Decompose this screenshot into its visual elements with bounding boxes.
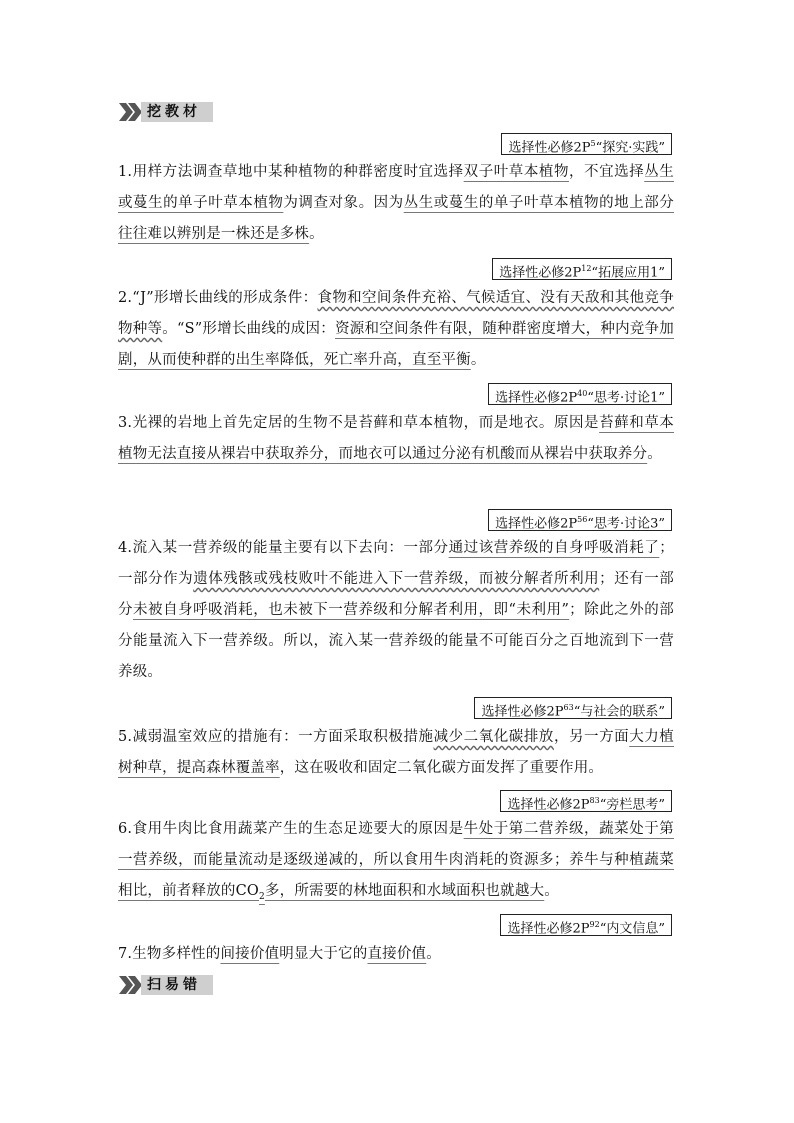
list-item-2: 2.“J”形增长曲线的形成条件：食物和空间条件充裕、气候适宜、没有天敌和其他竞争物种等。“S”形增长曲线的成因：资源和空间条件有限，随种群密度增大，种内竞争加剧，从而使种群的出生率降低，死亡率升高，直至平衡。 bbox=[118, 290, 674, 368]
section-label: 扫易错 bbox=[141, 975, 213, 995]
textbook-reference-4: 选择性必修$2P^{56}“$思考·讨论3” bbox=[488, 509, 672, 531]
list-item-5: 5.减弱温室效应的措施有：一方面采取积极措施减少二氧化碳排放，另一方面大力植树种草，提高森林覆盖率，这在吸收和固定二氧化碳方面发挥了重要作用。 bbox=[118, 729, 675, 776]
textbook-reference-5: 选择性必修$2P^{63}“$与社会的联系” bbox=[474, 697, 672, 719]
textbook-reference-1: 选择性必修$2P^5“$探究·实践” bbox=[501, 133, 672, 155]
section-label: 挖教材 bbox=[141, 102, 213, 122]
textbook-reference-2: 选择性必修$2P^{12}“$拓展应用1” bbox=[492, 258, 672, 280]
list-item-4: 4.流入某一营养级的能量主要有以下去向：一部分通过该营养级的自身呼吸消耗了；一部分作为遗体残骸或残枝败叶不能进入下一营养级，而被分解者所利用；还有一部分未被自身呼吸消耗，也未被下一营养级和分解者利用，即“未利用”；除此之外的部分能量流入下一营养级。所以，流入某一营养级的能量不可能百分之百地流到下一营养级。 bbox=[118, 540, 674, 680]
textbook-reference-7: 选择性必修$2P^{92}“$内文信息” bbox=[500, 914, 672, 936]
list-item-3: 3.光裸的岩地上首先定居的生物不是苔藓和草本植物，而是地衣。原因是苔藓和草本植物无法直接从裸岩中获取养分，而地衣可以通过分泌有机酸而从裸岩中获取养分。 bbox=[118, 415, 675, 462]
section-header-dig-textbook bbox=[118, 101, 213, 123]
section-header-scan-errors bbox=[118, 974, 213, 996]
textbook-reference-6: 选择性必修$2P^{83}“$旁栏思考” bbox=[500, 790, 672, 812]
list-item-6: 6.食用牛肉比食用蔬菜产生的生态足迹要大的原因是牛处于第二营养级，蔬菜处于第一营养级，而能量流动是逐级递减的，所以食用牛肉消耗的资源多；养牛与种植蔬菜相比，前者释放的$CO_2$多，所需要的林地面积和水域面积也就越大。 bbox=[118, 821, 674, 902]
list-item-1: 1.用样方法调查草地中某种植物的种群密度时宜选择双子叶草本植物，不宜选择丛生或蔓生的单子叶草本植物为调查对象。因为丛生或蔓生的单子叶草本植物的地上部分往往难以辨别是一株还是多株。 bbox=[118, 164, 674, 242]
list-item-7: 7.生物多样性的间接价值明显大于它的直接价值。 bbox=[118, 946, 441, 962]
textbook-reference-3: 选择性必修$2P^{40}“$思考·讨论1” bbox=[488, 383, 672, 405]
